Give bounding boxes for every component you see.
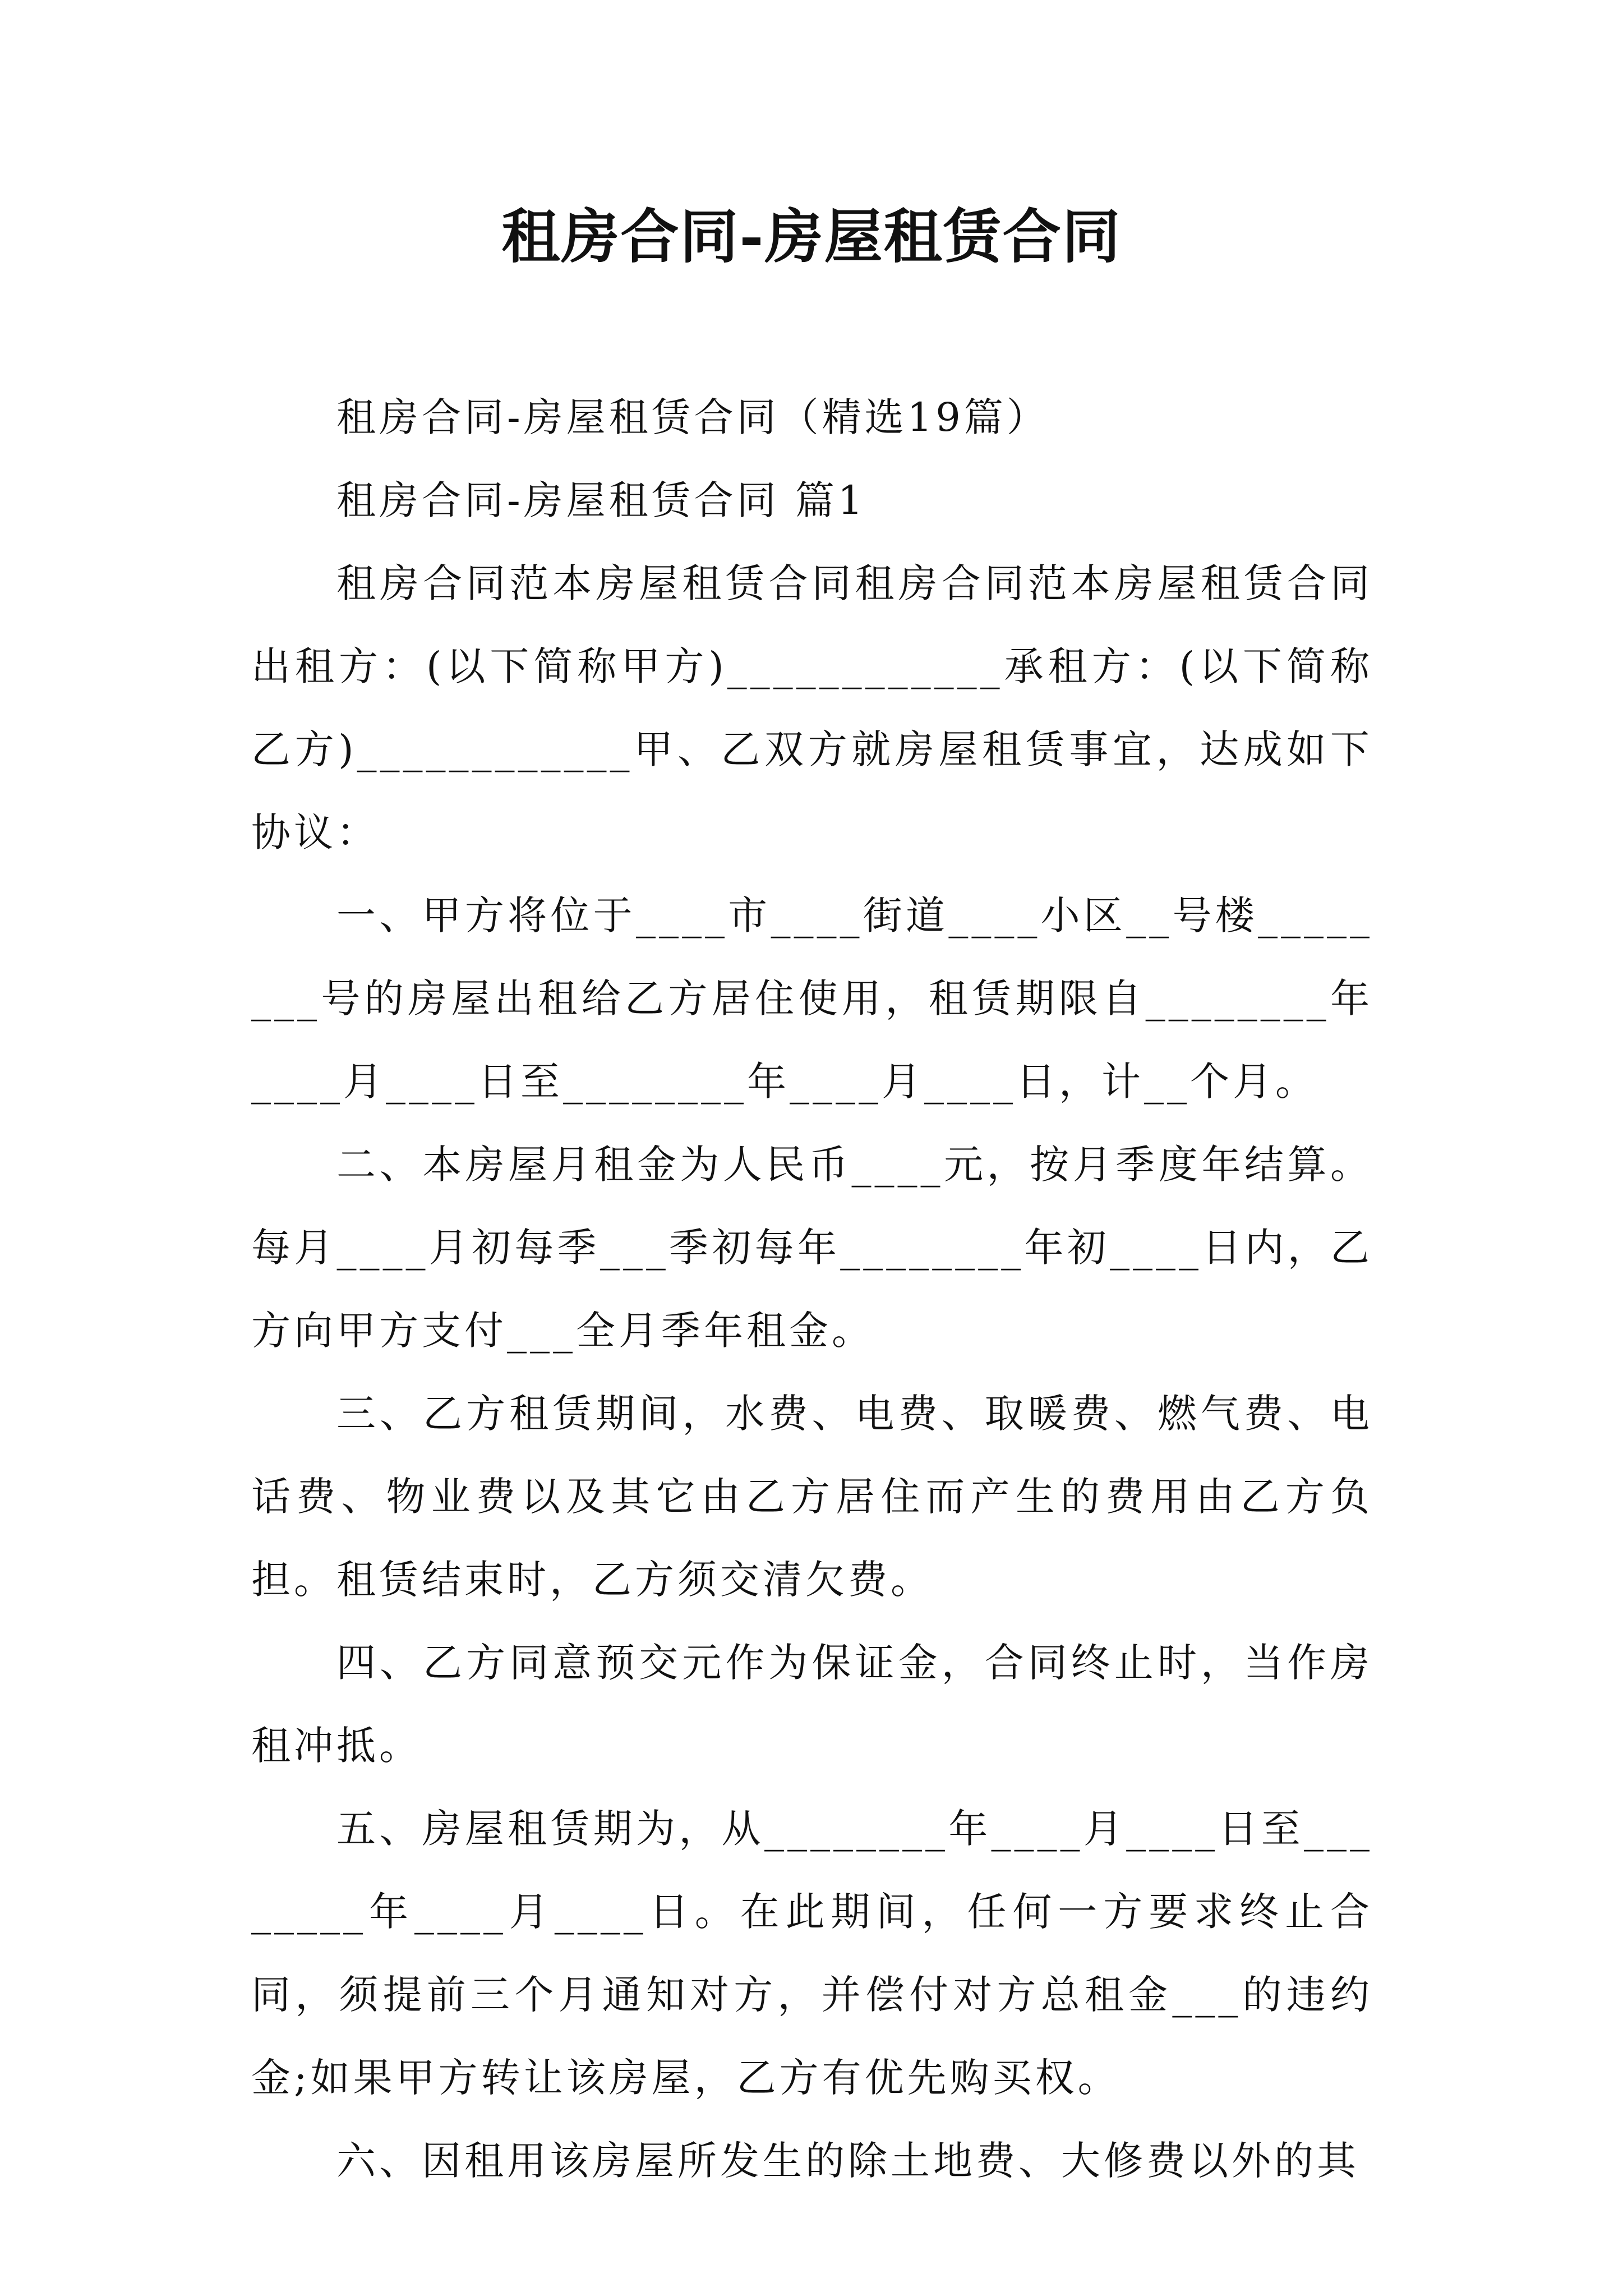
paragraph-clause-5: 五、房屋租赁期为，从________年____月____日至________年____月____日。在此期间，任何一方要求终止合同，须提前三个月通知对方，并偿付对方总租金___的违约金;如果甲方转让该房屋，乙方有优先购买权。 <box>251 1806 1373 2101</box>
paragraph-clause-6: 六、因租用该房屋所发生的除土地费、大修费以外的其 <box>336 2138 1359 2184</box>
document-title: 租房合同-房屋租赁合同 <box>501 202 1122 271</box>
paragraph-section-heading: 租房合同-房屋租赁合同 篇1 <box>336 477 866 523</box>
paragraph-clause-1: 一、甲方将位于____市____街道____小区__号楼________号的房屋出租给乙方居住使用，租赁期限自________年____月____日至________年____月____日，计__个月。 <box>251 892 1373 1105</box>
document-body <box>251 376 1373 2202</box>
paragraph-clause-2: 二、本房屋月租金为人民币____元，按月季度年结算。每月____月初每季___季初每年________年初____日内，乙方向甲方支付___全月季年租金。 <box>251 1142 1373 1354</box>
paragraph-parties: 租房合同范本房屋租赁合同租房合同范本房屋租赁合同出租方：(以下简称甲方)____________承租方：(以下简称乙方)____________甲、乙双方就房屋租赁事宜，达成如下协议： <box>251 560 1373 855</box>
paragraph-clause-4: 四、乙方同意预交元作为保证金，合同终止时，当作房租冲抵。 <box>251 1640 1373 1769</box>
paragraph-collection-heading: 租房合同-房屋租赁合同（精选19篇） <box>336 394 1049 440</box>
paragraph-clause-3: 三、乙方租赁期间，水费、电费、取暖费、燃气费、电话费、物业费以及其它由乙方居住而产生的费用由乙方负担。租赁结束时，乙方须交清欠费。 <box>251 1391 1373 1603</box>
